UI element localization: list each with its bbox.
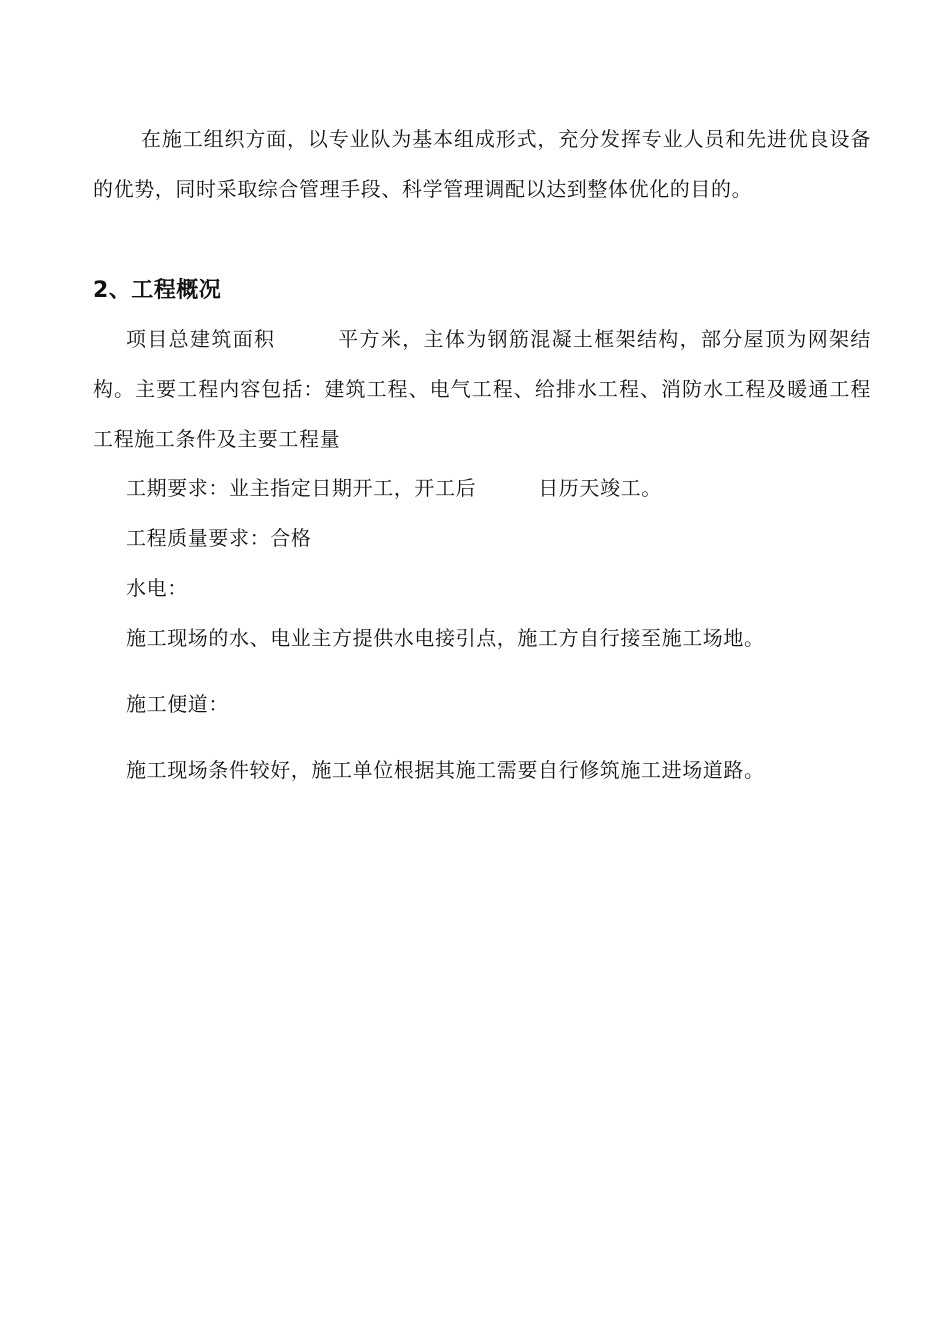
intro-paragraph: 在施工组织方面，以专业队为基本组成形式，充分发挥专业人员和先进优良设备的优势，同时采取综合管理手段、科学管理调配以达到整体优化的目的。	[93, 127, 871, 201]
access-road-text: 施工现场条件较好，施工单位根据其施工需要自行修筑施工进场道路。	[126, 758, 765, 782]
quality-requirement: 工程质量要求：合格	[126, 526, 312, 550]
project-overview-paragraph	[93, 314, 871, 464]
area-description: 平方米，主体为钢筋混凝土框架结构，部分屋顶为网架结构。主要工程内容包括：建筑工程、电气工程、给排水工程、消防水工程及暖通工程工程施工条件及主要工程量	[93, 327, 871, 451]
utilities-label: 水电：	[126, 576, 188, 600]
schedule-label: 工期要求：业主指定日期开工，开工后	[126, 476, 477, 500]
schedule-completion: 日历天竣工。	[538, 476, 662, 500]
section-heading: 2、工程概况	[93, 278, 222, 303]
schedule-requirement	[126, 473, 662, 503]
access-road-label: 施工便道：	[126, 692, 229, 716]
area-label: 项目总建筑面积	[126, 327, 276, 351]
utilities-text: 施工现场的水、电业主方提供水电接引点，施工方自行接至施工场地。	[126, 626, 765, 650]
